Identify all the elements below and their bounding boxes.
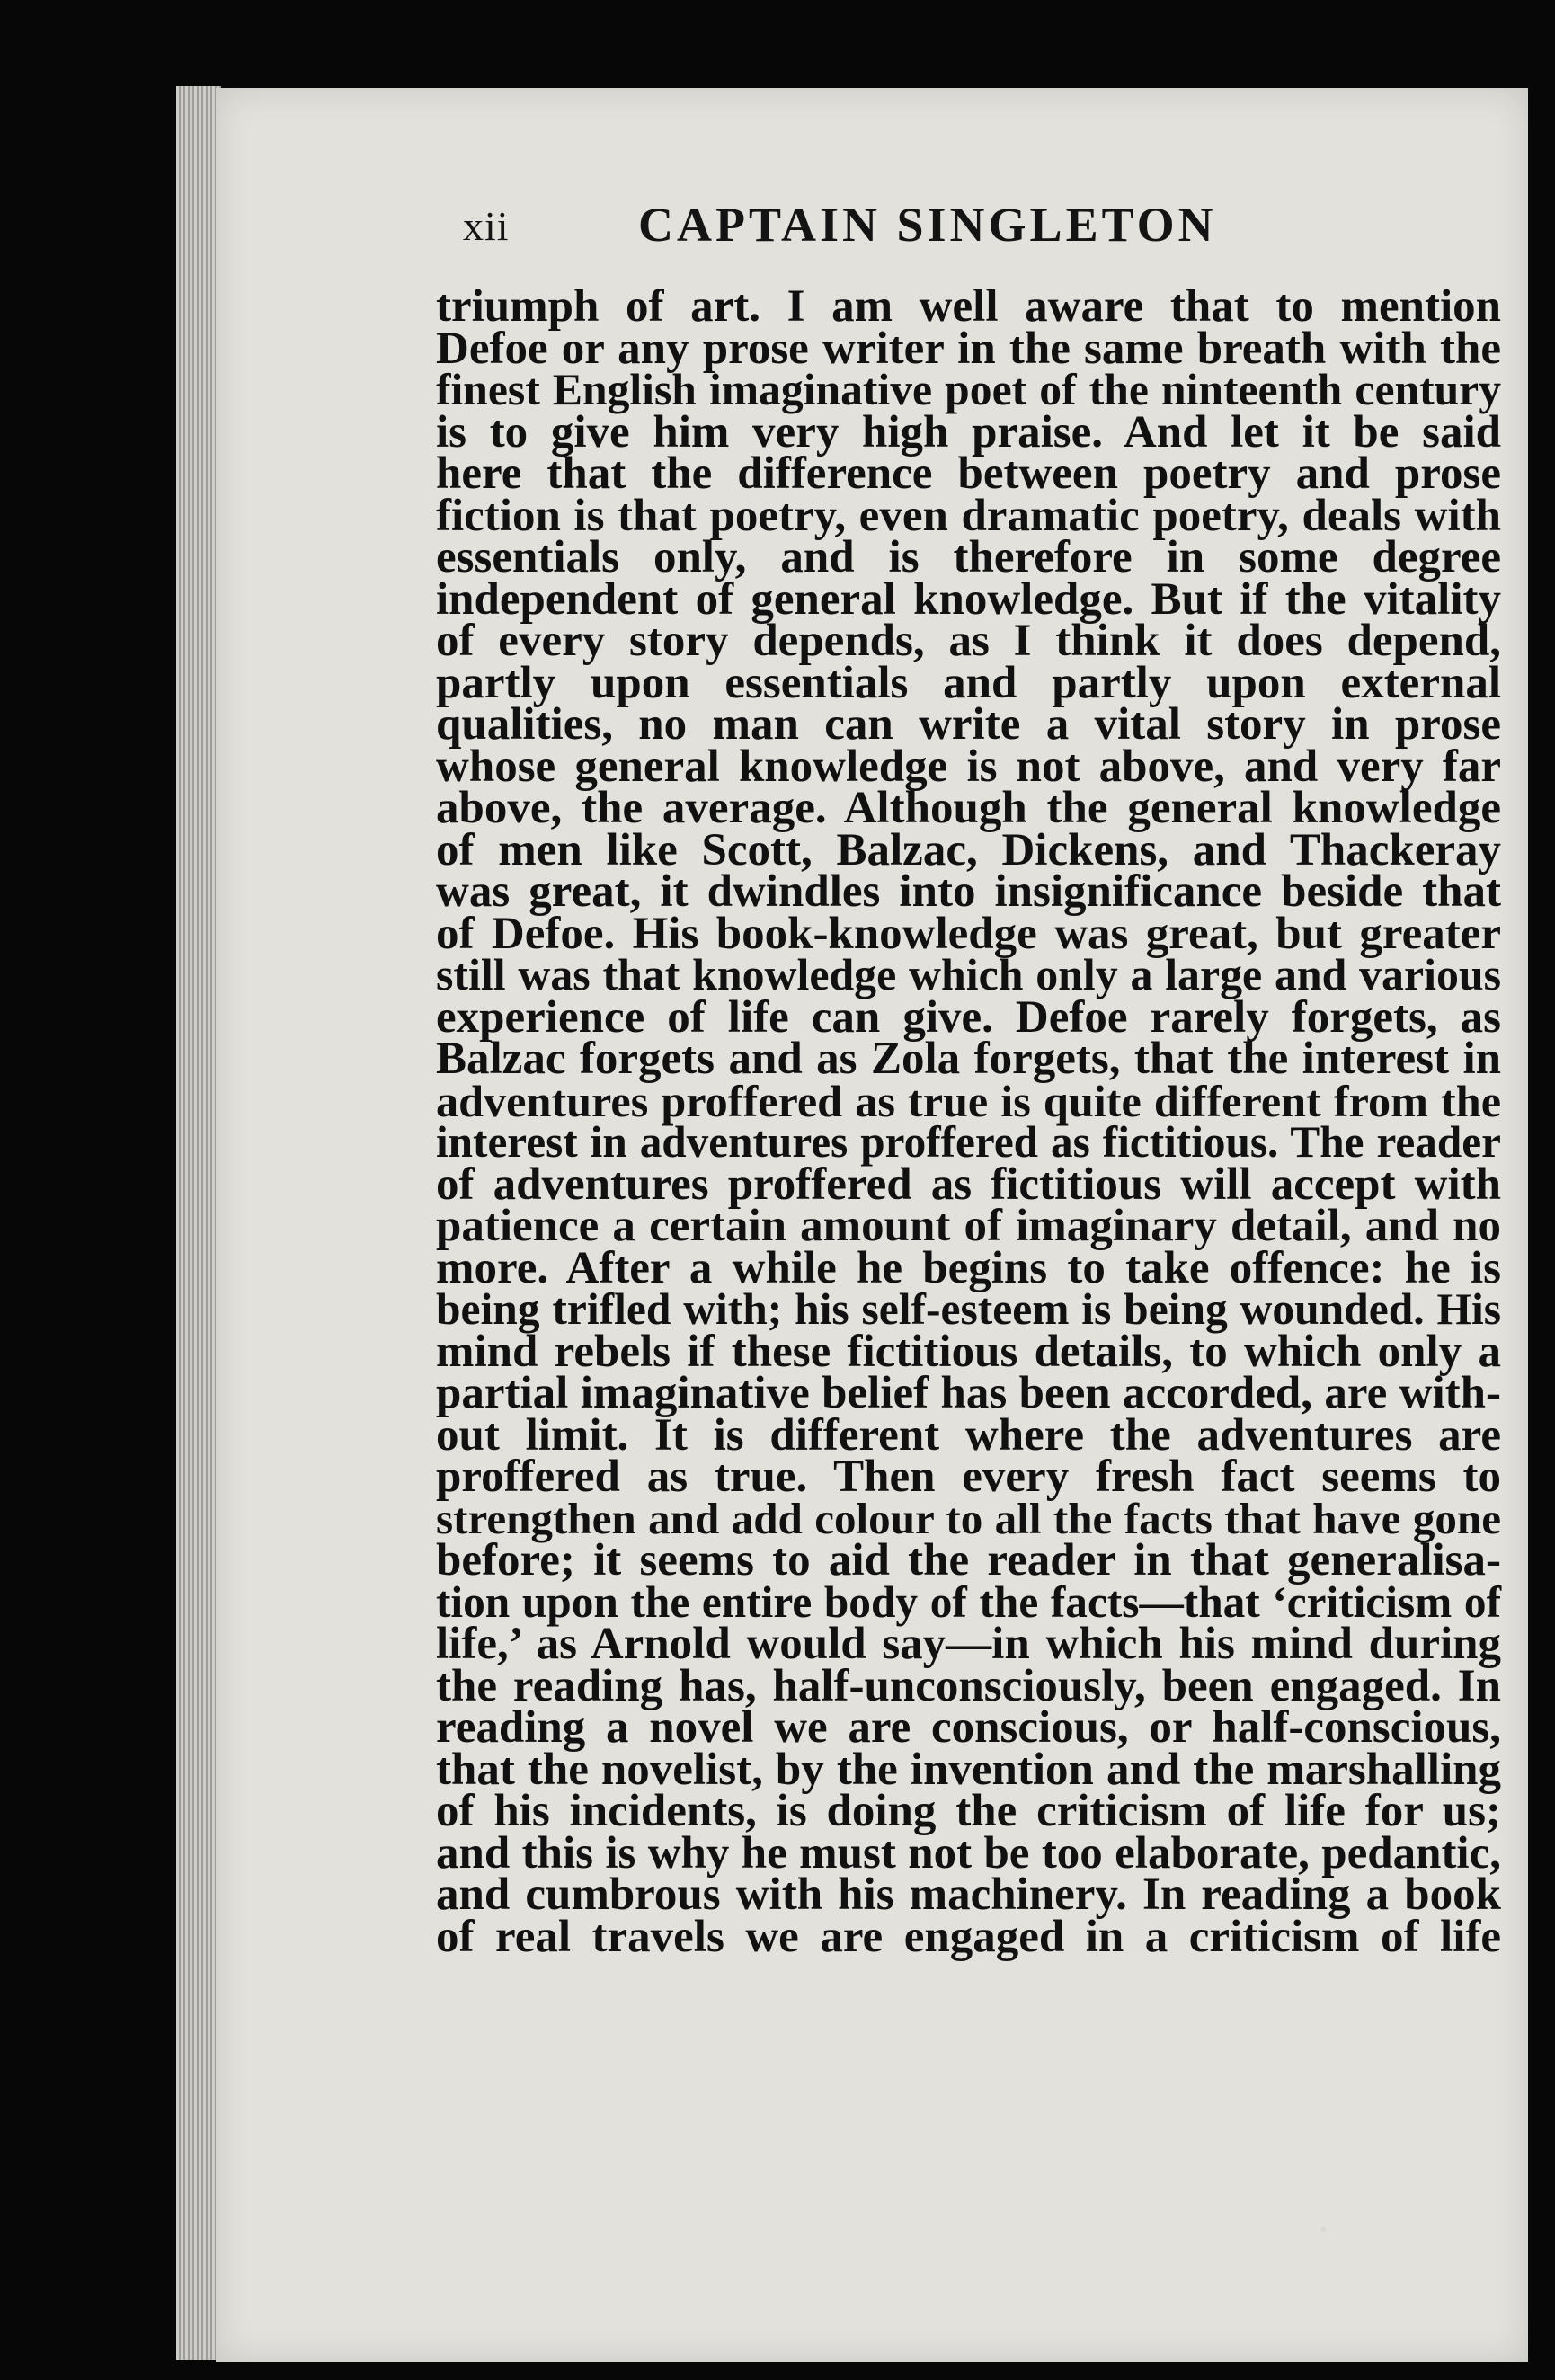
paper-speck [1321,2227,1326,2232]
text-line: proffered as true. Then every fresh fact seems to [436,1452,1501,1502]
text-line: finest English imaginative poet of the ninteenth century [436,365,1501,414]
text-line: is to give him very high praise. And let it be said [436,406,1501,457]
text-line: interest in adventures proffered as fictitious. The reader [436,1117,1501,1167]
text-line: mind rebels if these fictitious details, to which only a [436,1326,1501,1377]
text-line: above, the average. Although the general knowledge [436,783,1501,833]
text-line: essentials only, and is therefore in some degree [436,532,1501,582]
text-line: qualities, no man can write a vital story in prose [436,699,1501,750]
page-edges [176,86,221,2360]
text-line: life,’ as Arnold would say—in which his mind during [436,1619,1501,1669]
text-line: being trifled with; his self-esteem is being wounded. His [436,1284,1501,1334]
body-text [436,281,1501,1962]
text-line: patience a certain amount of imaginary detail, and no [436,1201,1501,1251]
text-line: strengthen and add colour to all the facts that have gone [436,1493,1501,1543]
text-line: here that the difference between poetry and prose [436,448,1501,499]
text-line: of men like Scott, Balzac, Dickens, and Thackeray [436,824,1501,875]
text-line: Defoe or any prose writer in the same breath with the [436,323,1501,374]
text-line: of real travels we are engaged in a criticism of life [436,1911,1501,1962]
page-number: xii [463,203,510,249]
running-head [463,193,1528,265]
text-line: was great, it dwindles into insignificance beside that [436,866,1501,917]
text-line: partly upon essentials and partly upon external [436,657,1501,708]
running-title: CAPTAIN SINGLETON [638,198,1217,252]
text-line: experience of life can give. Defoe rarely forgets, as [436,991,1501,1043]
text-line: of Defoe. His book-knowledge was great, but greater [436,908,1501,959]
text-line: that the novelist, by the invention and the marshalling [436,1744,1501,1795]
text-line: adventures proffered as true is quite different from the [436,1075,1501,1126]
text-line: of every story depends, as I think it does depend, [436,616,1501,666]
text-line: triumph of art. I am well aware that to mention [436,281,1501,332]
text-line: the reading has, half-unconsciously, been engaged. In [436,1660,1501,1711]
text-line: Balzac forgets and as Zola forgets, that the interest in [436,1034,1501,1084]
text-line: more. After a while he begins to take offence: he is [436,1242,1501,1293]
text-line: reading a novel we are conscious, or half-conscious, [436,1702,1501,1753]
text-line: tion upon the entire body of the facts—that ‘criticism of [436,1576,1501,1627]
text-line: whose general knowledge is not above, and very far [436,741,1501,792]
text-line: independent of general knowledge. But if the vitality [436,573,1501,625]
text-line: of his incidents, is doing the criticism of life for us; [436,1786,1501,1836]
text-line: still was that knowledge which only a large and various [436,950,1501,999]
text-line: and this is why he must not be too elaborate, pedantic, [436,1827,1501,1878]
text-line: partial imaginative belief has been accorded, are with- [436,1368,1501,1418]
text-line: of adventures proffered as fictitious will accept with [436,1159,1501,1210]
text-line: before; it seems to aid the reader in that generalisa- [436,1535,1501,1585]
text-line: out limit. It is different where the adventures are [436,1409,1501,1461]
text-line: fiction is that poetry, even dramatic poetry, deals with [436,490,1501,541]
text-line: and cumbrous with his machinery. In reading a book [436,1869,1501,1920]
